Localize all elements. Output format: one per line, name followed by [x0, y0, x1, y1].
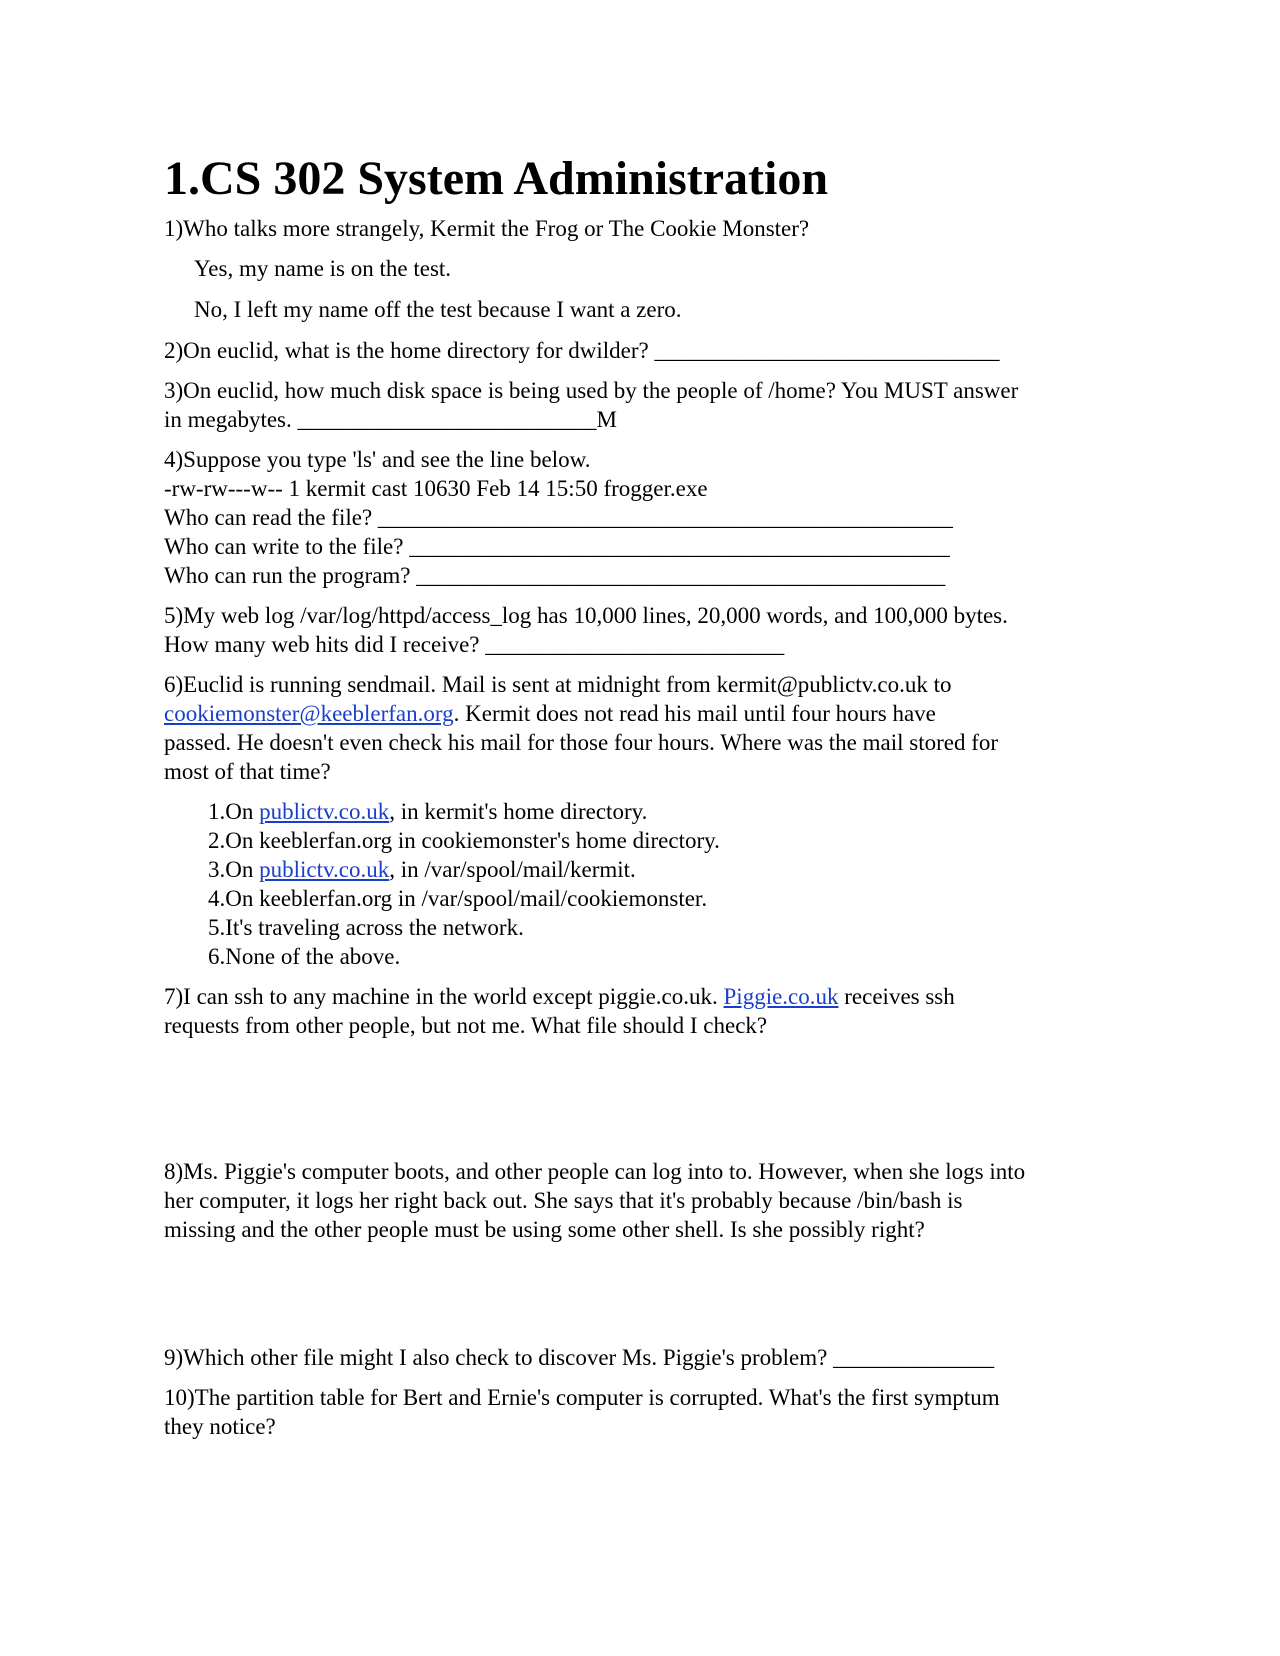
question-10	[164, 1383, 1124, 1441]
question-10-line-1: 10)The partition table for Bert and Ernie's computer is corrupted. What's the first symptum	[164, 1385, 1000, 1410]
question-4-line-1: 4)Suppose you type 'ls' and see the line below.	[164, 447, 591, 472]
question-4-run: Who can run the program? ______________________________________________	[164, 563, 946, 588]
question-7-line-1-prefix: 7)I can ssh to any machine in the world except piggie.co.uk.	[164, 984, 724, 1009]
question-6-line-2-rest: . Kermit does not read his mail until four hours have	[453, 701, 936, 726]
question-3	[164, 376, 1124, 434]
question-3-line-1: 3)On euclid, how much disk space is being used by the people of /home? You MUST answer	[164, 378, 1019, 403]
option-1-prefix: 1.On	[208, 799, 260, 824]
email-link[interactable]: cookiemonster@keeblerfan.org	[164, 701, 454, 726]
question-2-text: 2)On euclid, what is the home directory for dwilder? ______________________________	[164, 338, 1000, 363]
document-page	[164, 150, 1124, 1452]
question-4-read: Who can read the file? __________________________________________________	[164, 505, 953, 530]
question-7-line-2: requests from other people, but not me. What file should I check?	[164, 1013, 768, 1038]
publictv-link-2[interactable]: publictv.co.uk	[259, 857, 390, 882]
question-2	[164, 336, 1124, 365]
question-6-line-3: passed. He doesn't even check his mail for those four hours. Where was the mail stored for	[164, 730, 999, 755]
question-7-line-1-suffix: receives ssh	[838, 984, 955, 1009]
question-1-text: 1)Who talks more strangely, Kermit the Frog or The Cookie Monster?	[164, 216, 810, 241]
question-5-line-2: How many web hits did I receive? __________________________	[164, 632, 785, 657]
question-6-option-2: 2.On keeblerfan.org in cookiemonster's home directory.	[208, 828, 720, 853]
question-6-option-1	[208, 797, 1124, 826]
document-title: 1.CS 302 System Administration	[164, 152, 829, 205]
question-1-option-yes	[164, 254, 1124, 283]
question-6-option-5: 5.It's traveling across the network.	[208, 915, 524, 940]
question-8-line-3: missing and the other people must be using some other shell. Is she possibly right?	[164, 1217, 925, 1242]
question-1-option-no	[164, 295, 1124, 324]
question-9-text: 9)Which other file might I also check to discover Ms. Piggie's problem? ______________	[164, 1345, 995, 1370]
question-6-option-6: 6.None of the above.	[208, 944, 401, 969]
publictv-link[interactable]: publictv.co.uk	[259, 799, 390, 824]
option-3-prefix: 3.On	[208, 857, 260, 882]
question-7-line-1	[164, 982, 1124, 1011]
question-1-no-text: No, I left my name off the test because I want a zero.	[194, 297, 682, 322]
question-6-options	[164, 797, 1124, 971]
question-4	[164, 445, 1124, 590]
question-6-line-2	[164, 699, 1124, 728]
option-3-suffix: , in /var/spool/mail/kermit.	[389, 857, 636, 882]
question-7	[164, 982, 1124, 1040]
question-6-option-3	[208, 855, 1124, 884]
question-5-line-1: 5)My web log /var/log/httpd/access_log has 10,000 lines, 20,000 words, and 100,000 bytes.	[164, 603, 1008, 628]
question-6	[164, 670, 1124, 786]
question-9	[164, 1343, 1124, 1372]
question-6-line-4: most of that time?	[164, 759, 331, 784]
question-10-line-2: they notice?	[164, 1414, 276, 1439]
question-1-yes-text: Yes, my name is on the test.	[194, 256, 452, 281]
question-6-option-4: 4.On keeblerfan.org in /var/spool/mail/cookiemonster.	[208, 886, 708, 911]
question-3-line-2: in megabytes. __________________________M	[164, 407, 617, 432]
answer-space-8	[164, 1255, 1124, 1343]
piggie-link[interactable]: Piggie.co.uk	[723, 984, 839, 1009]
answer-space-7	[164, 1051, 1124, 1157]
question-8-line-1: 8)Ms. Piggie's computer boots, and other people can log into to. However, when she logs into	[164, 1159, 1026, 1184]
option-1-suffix: , in kermit's home directory.	[389, 799, 648, 824]
question-5	[164, 601, 1124, 659]
question-6-line-1: 6)Euclid is running sendmail. Mail is sent at midnight from kermit@publictv.co.uk to	[164, 672, 952, 697]
question-8	[164, 1157, 1124, 1244]
question-4-write: Who can write to the file? _______________________________________________	[164, 534, 950, 559]
question-1	[164, 214, 1124, 243]
question-4-ls-output: -rw-rw---w-- 1 kermit cast 10630 Feb 14 15:50 frogger.exe	[164, 476, 708, 501]
question-8-line-2: her computer, it logs her right back out. She says that it's probably because /bin/bash is	[164, 1188, 963, 1213]
